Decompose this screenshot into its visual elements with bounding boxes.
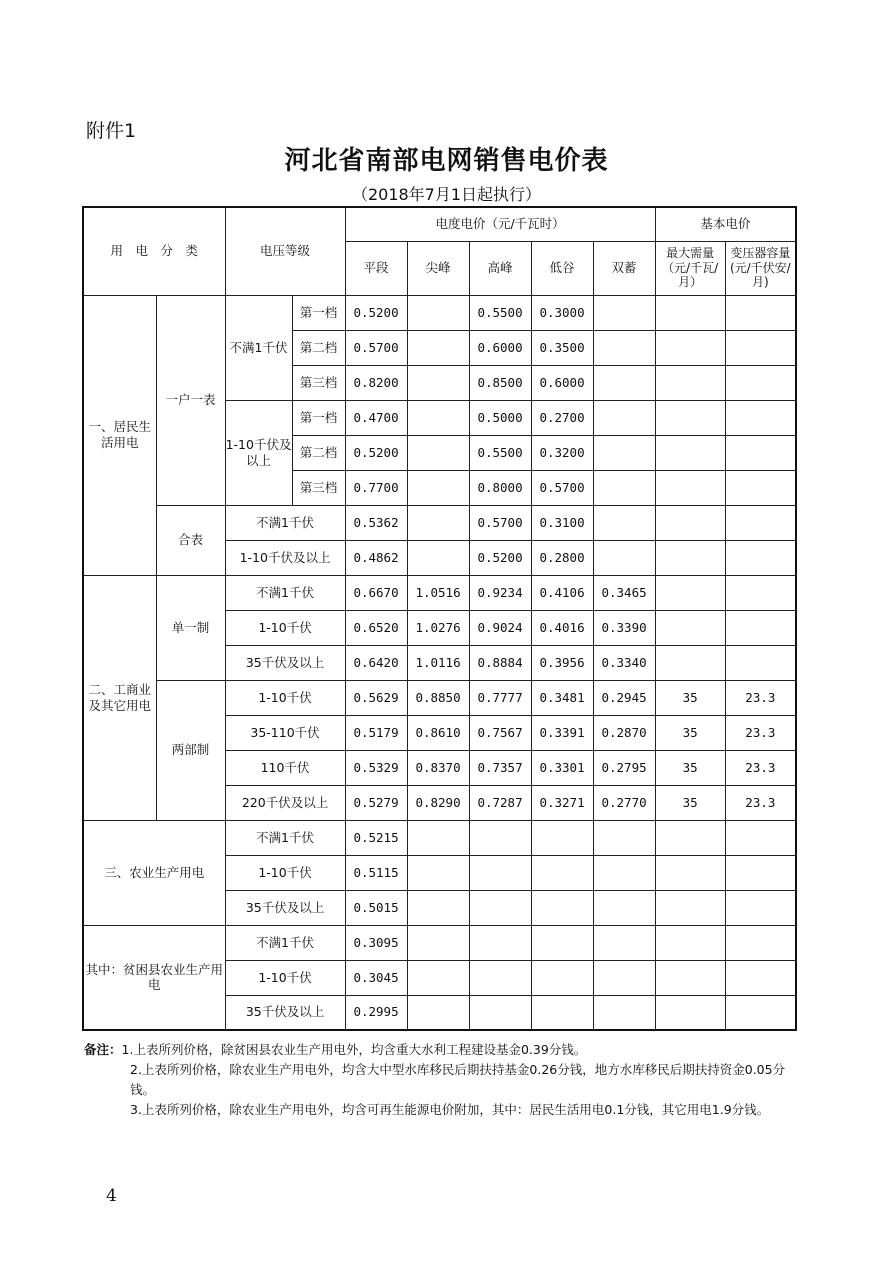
empty-cell (407, 820, 469, 855)
two-part-system-label: 两部制 (156, 680, 225, 820)
valley-price: 0.3301 (531, 750, 593, 785)
header-storage: 双蓄 (593, 241, 655, 295)
valley-price: 0.2800 (531, 540, 593, 575)
empty-cell (407, 995, 469, 1030)
header-voltage: 电压等级 (225, 207, 345, 295)
peak-price: 0.5200 (469, 540, 531, 575)
voltage-label: 1-10千伏 (225, 855, 345, 890)
empty-cell (655, 540, 725, 575)
flat-price: 0.8200 (345, 365, 407, 400)
empty-cell (655, 995, 725, 1030)
voltage-label: 1-10千伏 (225, 610, 345, 645)
valley-price: 0.4106 (531, 575, 593, 610)
empty-cell (655, 295, 725, 330)
header-flat: 平段 (345, 241, 407, 295)
category-residential: 一、居民生活用电 (83, 295, 156, 575)
empty-cell (655, 645, 725, 680)
empty-cell (593, 925, 655, 960)
flat-price: 0.5200 (345, 435, 407, 470)
header-transformer: 变压器容量(元/千伏安/月) (725, 241, 796, 295)
empty-cell (407, 890, 469, 925)
header-basic-price: 基本电价 (655, 207, 796, 241)
valley-price: 0.3500 (531, 330, 593, 365)
voltage-label: 220千伏及以上 (225, 785, 345, 820)
empty-cell (725, 610, 796, 645)
peak-price: 0.7357 (469, 750, 531, 785)
tier-label: 第二档 (292, 435, 345, 470)
flat-price: 0.4862 (345, 540, 407, 575)
valley-price: 0.3100 (531, 505, 593, 540)
empty-cell (593, 400, 655, 435)
empty-cell (655, 435, 725, 470)
empty-cell (407, 960, 469, 995)
valley-price: 0.3391 (531, 715, 593, 750)
empty-cell (531, 890, 593, 925)
voltage-label: 110千伏 (225, 750, 345, 785)
empty-cell (407, 400, 469, 435)
empty-cell (725, 820, 796, 855)
flat-price: 0.5179 (345, 715, 407, 750)
tier-label: 第一档 (292, 400, 345, 435)
flat-price: 0.2995 (345, 995, 407, 1030)
voltage-1-10kv: 1-10千伏及以上 (225, 400, 292, 505)
transformer-price: 23.3 (725, 715, 796, 750)
empty-cell (593, 330, 655, 365)
flat-price: 0.5279 (345, 785, 407, 820)
single-meter-label: 一户一表 (156, 295, 225, 505)
empty-cell (655, 960, 725, 995)
empty-cell (531, 855, 593, 890)
valley-price: 0.3481 (531, 680, 593, 715)
tier-label: 第三档 (292, 470, 345, 505)
empty-cell (407, 330, 469, 365)
storage-price: 0.2795 (593, 750, 655, 785)
valley-price: 0.3200 (531, 435, 593, 470)
page-title: 河北省南部电网销售电价表 (284, 146, 609, 176)
empty-cell (593, 505, 655, 540)
flat-price: 0.5115 (345, 855, 407, 890)
category-poor-county: 其中：贫困县农业生产用电 (83, 925, 225, 1030)
flat-price: 0.6420 (345, 645, 407, 680)
empty-cell (531, 995, 593, 1030)
empty-cell (725, 645, 796, 680)
single-system-label: 单一制 (156, 575, 225, 680)
flat-price: 0.5700 (345, 330, 407, 365)
empty-cell (725, 505, 796, 540)
empty-cell (407, 365, 469, 400)
note-1-text: 1.上表所列价格，除贫困县农业生产用电外，均含重大水利工程建设基金0.39分钱。 (121, 1042, 587, 1057)
notes-label: 备注： (84, 1042, 122, 1057)
empty-cell (655, 855, 725, 890)
max-demand-price: 35 (655, 715, 725, 750)
voltage-label: 1-10千伏 (225, 960, 345, 995)
empty-cell (469, 925, 531, 960)
effective-date: （2018年7月1日起执行） (351, 185, 542, 204)
notes (84, 1040, 796, 1120)
valley-price: 0.3000 (531, 295, 593, 330)
empty-cell (725, 330, 796, 365)
empty-cell (469, 855, 531, 890)
empty-cell (407, 295, 469, 330)
voltage-label: 1-10千伏 (225, 680, 345, 715)
valley-price: 0.3956 (531, 645, 593, 680)
empty-cell (725, 855, 796, 890)
voltage-label: 不满1千伏 (225, 505, 345, 540)
valley-price: 0.6000 (531, 365, 593, 400)
transformer-price: 23.3 (725, 750, 796, 785)
flat-price: 0.6520 (345, 610, 407, 645)
empty-cell (531, 960, 593, 995)
flat-price: 0.6670 (345, 575, 407, 610)
peak-price: 0.9024 (469, 610, 531, 645)
peak-price: 0.9234 (469, 575, 531, 610)
peak-price: 0.5500 (469, 295, 531, 330)
empty-cell (725, 470, 796, 505)
peak-price: 0.5500 (469, 435, 531, 470)
storage-price: 0.3340 (593, 645, 655, 680)
tier-label: 第一档 (292, 295, 345, 330)
page-number: 4 (106, 1186, 117, 1206)
storage-price: 0.3465 (593, 575, 655, 610)
empty-cell (655, 820, 725, 855)
flat-price: 0.5629 (345, 680, 407, 715)
valley-price: 0.5700 (531, 470, 593, 505)
empty-cell (593, 540, 655, 575)
category-commercial: 二、工商业及其它用电 (83, 575, 156, 820)
sharp-peak-price: 0.8370 (407, 750, 469, 785)
price-table (82, 206, 797, 1031)
voltage-label: 不满1千伏 (225, 925, 345, 960)
note-2: 2.上表所列价格，除农业生产用电外，均含大中型水库移民后期扶持基金0.26分钱，地方水库移民后期扶持资金0.05分钱。 (130, 1062, 786, 1097)
voltage-label: 1-10千伏及以上 (225, 540, 345, 575)
flat-price: 0.5215 (345, 820, 407, 855)
empty-cell (593, 890, 655, 925)
voltage-label: 35千伏及以上 (225, 995, 345, 1030)
empty-cell (407, 855, 469, 890)
valley-price: 0.4016 (531, 610, 593, 645)
max-demand-price: 35 (655, 750, 725, 785)
shared-meter-label: 合表 (156, 505, 225, 575)
voltage-label: 35千伏及以上 (225, 645, 345, 680)
max-demand-price: 35 (655, 680, 725, 715)
flat-price: 0.3095 (345, 925, 407, 960)
tier-label: 第三档 (292, 365, 345, 400)
empty-cell (407, 470, 469, 505)
header-energy-price: 电度电价（元/千瓦时） (345, 207, 655, 241)
empty-cell (655, 890, 725, 925)
flat-price: 0.5362 (345, 505, 407, 540)
peak-price: 0.7287 (469, 785, 531, 820)
empty-cell (725, 925, 796, 960)
flat-price: 0.4700 (345, 400, 407, 435)
empty-cell (725, 435, 796, 470)
empty-cell (725, 575, 796, 610)
empty-cell (725, 400, 796, 435)
empty-cell (531, 925, 593, 960)
note-3: 3.上表所列价格，除农业生产用电外，均含可再生能源电价附加，其中：居民生活用电0.1分钱，其它用电1.9分钱。 (130, 1102, 770, 1117)
empty-cell (655, 330, 725, 365)
peak-price: 0.8000 (469, 470, 531, 505)
valley-price: 0.2700 (531, 400, 593, 435)
header-category: 用 电 分 类 (83, 207, 225, 295)
empty-cell (593, 435, 655, 470)
empty-cell (655, 400, 725, 435)
voltage-label: 不满1千伏 (225, 575, 345, 610)
empty-cell (531, 820, 593, 855)
sharp-peak-price: 0.8290 (407, 785, 469, 820)
voltage-label: 35-110千伏 (225, 715, 345, 750)
header-peak: 高峰 (469, 241, 531, 295)
empty-cell (407, 435, 469, 470)
flat-price: 0.3045 (345, 960, 407, 995)
empty-cell (725, 540, 796, 575)
empty-cell (593, 995, 655, 1030)
flat-price: 0.7700 (345, 470, 407, 505)
transformer-price: 23.3 (725, 785, 796, 820)
empty-cell (655, 505, 725, 540)
empty-cell (469, 820, 531, 855)
empty-cell (655, 470, 725, 505)
max-demand-price: 35 (655, 785, 725, 820)
storage-price: 0.2770 (593, 785, 655, 820)
sharp-peak-price: 1.0116 (407, 645, 469, 680)
empty-cell (655, 575, 725, 610)
empty-cell (593, 820, 655, 855)
header-sharp-peak: 尖峰 (407, 241, 469, 295)
flat-price: 0.5200 (345, 295, 407, 330)
transformer-price: 23.3 (725, 680, 796, 715)
tier-label: 第二档 (292, 330, 345, 365)
empty-cell (655, 925, 725, 960)
peak-price: 0.7777 (469, 680, 531, 715)
empty-cell (407, 540, 469, 575)
empty-cell (593, 470, 655, 505)
peak-price: 0.5000 (469, 400, 531, 435)
empty-cell (593, 295, 655, 330)
empty-cell (593, 960, 655, 995)
empty-cell (725, 295, 796, 330)
sharp-peak-price: 0.8850 (407, 680, 469, 715)
peak-price: 0.7567 (469, 715, 531, 750)
empty-cell (655, 365, 725, 400)
empty-cell (469, 995, 531, 1030)
empty-cell (469, 960, 531, 995)
empty-cell (469, 890, 531, 925)
voltage-label: 35千伏及以上 (225, 890, 345, 925)
sharp-peak-price: 1.0276 (407, 610, 469, 645)
flat-price: 0.5015 (345, 890, 407, 925)
storage-price: 0.2870 (593, 715, 655, 750)
voltage-lt1kv: 不满1千伏 (225, 295, 292, 400)
voltage-label: 不满1千伏 (225, 820, 345, 855)
storage-price: 0.2945 (593, 680, 655, 715)
empty-cell (407, 925, 469, 960)
peak-price: 0.8500 (469, 365, 531, 400)
sharp-peak-price: 0.8610 (407, 715, 469, 750)
empty-cell (593, 855, 655, 890)
empty-cell (725, 365, 796, 400)
empty-cell (725, 890, 796, 925)
flat-price: 0.5329 (345, 750, 407, 785)
sharp-peak-price: 1.0516 (407, 575, 469, 610)
empty-cell (407, 505, 469, 540)
header-valley: 低谷 (531, 241, 593, 295)
valley-price: 0.3271 (531, 785, 593, 820)
note-1 (84, 1040, 796, 1060)
empty-cell (593, 365, 655, 400)
header-max-demand: 最大需量（元/千瓦/月） (655, 241, 725, 295)
storage-price: 0.3390 (593, 610, 655, 645)
category-agriculture: 三、农业生产用电 (83, 820, 225, 925)
empty-cell (725, 995, 796, 1030)
attachment-label: 附件1 (86, 120, 137, 142)
empty-cell (725, 960, 796, 995)
peak-price: 0.8884 (469, 645, 531, 680)
peak-price: 0.5700 (469, 505, 531, 540)
empty-cell (655, 610, 725, 645)
peak-price: 0.6000 (469, 330, 531, 365)
